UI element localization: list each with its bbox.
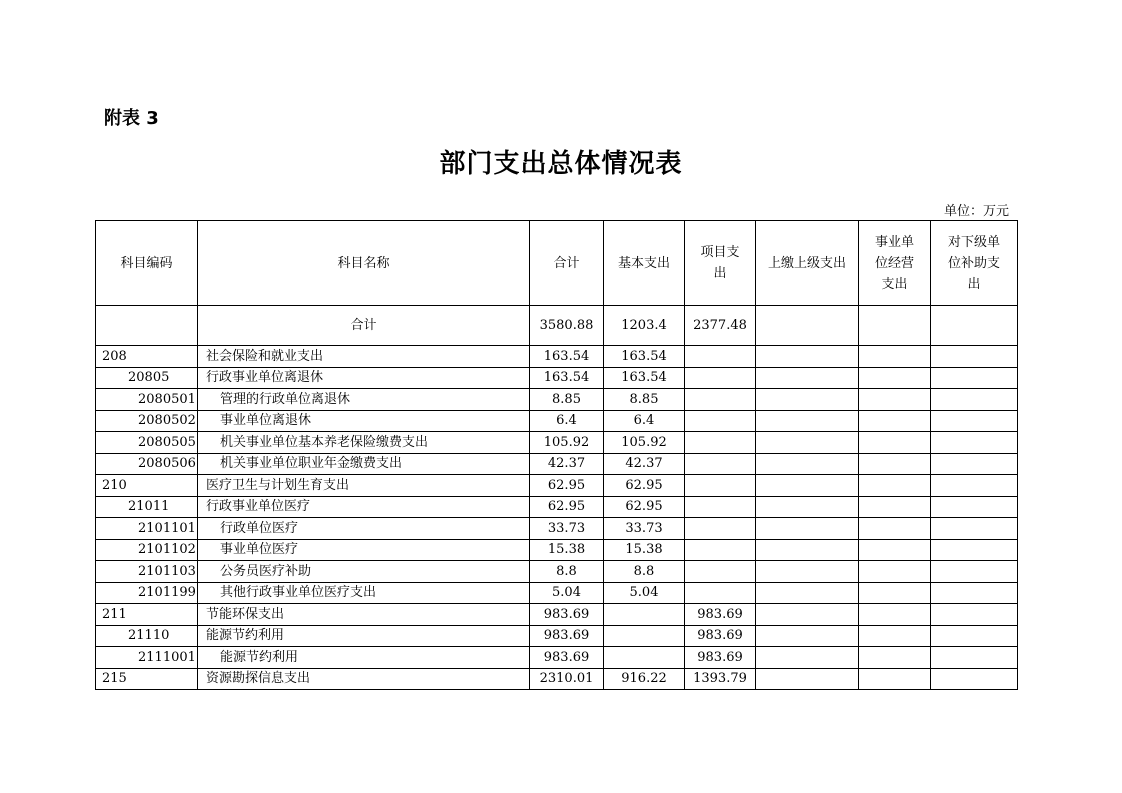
subsidy-cell: [931, 496, 1018, 518]
header-subsidy: 对下级单位补助支出: [931, 221, 1018, 306]
code-cell: 21011: [96, 496, 198, 518]
basic-cell: [604, 604, 685, 626]
name-cell: 公务员医疗补助: [198, 561, 530, 583]
project-cell: [685, 539, 756, 561]
code-cell: 211: [96, 604, 198, 626]
name-cell: 节能环保支出: [198, 604, 530, 626]
upper-cell: [756, 389, 859, 411]
business-cell: [859, 453, 931, 475]
upper-cell: [756, 346, 859, 368]
subsidy-cell: [931, 647, 1018, 669]
header-code: 科目编码: [96, 221, 198, 306]
total-cell: 5.04: [530, 582, 604, 604]
business-cell: [859, 539, 931, 561]
upper-cell: [756, 367, 859, 389]
business-cell: [859, 604, 931, 626]
total-cell: 8.85: [530, 389, 604, 411]
subsidy-cell: [931, 475, 1018, 497]
table-row: [96, 453, 1018, 475]
business-cell: [859, 647, 931, 669]
business-cell: [859, 582, 931, 604]
project-cell: [685, 410, 756, 432]
name-cell: 行政事业单位医疗: [198, 496, 530, 518]
header-basic: 基本支出: [604, 221, 685, 306]
subsidy-cell: [931, 346, 1018, 368]
project-cell: 983.69: [685, 647, 756, 669]
total-cell: 6.4: [530, 410, 604, 432]
name-cell: 事业单位医疗: [198, 539, 530, 561]
table-row: [96, 346, 1018, 368]
header-name: 科目名称: [198, 221, 530, 306]
project-cell: [685, 475, 756, 497]
table-row: [96, 561, 1018, 583]
business-cell: [859, 410, 931, 432]
table-row: [96, 389, 1018, 411]
table-row: [96, 518, 1018, 540]
name-cell: 能源节约利用: [198, 647, 530, 669]
code-cell: 2101199: [96, 582, 198, 604]
basic-cell: 62.95: [604, 496, 685, 518]
total-code-cell: [96, 306, 198, 346]
total-cell: 62.95: [530, 475, 604, 497]
basic-cell: 105.92: [604, 432, 685, 454]
upper-cell: [756, 410, 859, 432]
table-row: [96, 410, 1018, 432]
upper-cell: [756, 582, 859, 604]
project-cell: [685, 496, 756, 518]
table-row: [96, 647, 1018, 669]
total-business-cell: [859, 306, 931, 346]
header-upper: 上缴上级支出: [756, 221, 859, 306]
business-cell: [859, 432, 931, 454]
total-name-cell: 合计: [198, 306, 530, 346]
subsidy-cell: [931, 668, 1018, 690]
total-cell: 62.95: [530, 496, 604, 518]
upper-cell: [756, 647, 859, 669]
subsidy-cell: [931, 518, 1018, 540]
subsidy-cell: [931, 410, 1018, 432]
total-cell: 2310.01: [530, 668, 604, 690]
code-cell: 210: [96, 475, 198, 497]
name-cell: 资源勘探信息支出: [198, 668, 530, 690]
upper-cell: [756, 561, 859, 583]
code-cell: 2101101: [96, 518, 198, 540]
total-total-cell: 3580.88: [530, 306, 604, 346]
project-cell: 1393.79: [685, 668, 756, 690]
code-cell: 2080502: [96, 410, 198, 432]
subsidy-cell: [931, 389, 1018, 411]
total-cell: 983.69: [530, 647, 604, 669]
basic-cell: 62.95: [604, 475, 685, 497]
table-header-row: [96, 221, 1018, 306]
project-cell: [685, 389, 756, 411]
project-cell: [685, 518, 756, 540]
name-cell: 行政单位医疗: [198, 518, 530, 540]
total-cell: 8.8: [530, 561, 604, 583]
subsidy-cell: [931, 453, 1018, 475]
project-cell: [685, 561, 756, 583]
name-cell: 事业单位离退休: [198, 410, 530, 432]
code-cell: 2080505: [96, 432, 198, 454]
upper-cell: [756, 432, 859, 454]
name-cell: 管理的行政单位离退休: [198, 389, 530, 411]
business-cell: [859, 475, 931, 497]
total-cell: 983.69: [530, 604, 604, 626]
business-cell: [859, 367, 931, 389]
project-cell: [685, 582, 756, 604]
project-cell: [685, 346, 756, 368]
table-row: [96, 604, 1018, 626]
business-cell: [859, 346, 931, 368]
project-cell: 983.69: [685, 625, 756, 647]
business-cell: [859, 389, 931, 411]
table-row: [96, 367, 1018, 389]
subsidy-cell: [931, 367, 1018, 389]
total-cell: 105.92: [530, 432, 604, 454]
code-cell: 215: [96, 668, 198, 690]
total-cell: 15.38: [530, 539, 604, 561]
subsidy-cell: [931, 432, 1018, 454]
project-cell: [685, 432, 756, 454]
expenditure-table: [95, 220, 1018, 690]
table-row: [96, 496, 1018, 518]
basic-cell: 8.85: [604, 389, 685, 411]
code-cell: 2080501: [96, 389, 198, 411]
upper-cell: [756, 539, 859, 561]
subsidy-cell: [931, 625, 1018, 647]
subsidy-cell: [931, 582, 1018, 604]
project-cell: 983.69: [685, 604, 756, 626]
code-cell: 2101102: [96, 539, 198, 561]
basic-cell: 15.38: [604, 539, 685, 561]
page-title: 部门支出总体情况表: [439, 149, 683, 179]
total-cell: 163.54: [530, 367, 604, 389]
code-cell: 2101103: [96, 561, 198, 583]
name-cell: 能源节约利用: [198, 625, 530, 647]
total-cell: 983.69: [530, 625, 604, 647]
project-cell: [685, 367, 756, 389]
project-cell: [685, 453, 756, 475]
total-row: [96, 306, 1018, 346]
total-cell: 163.54: [530, 346, 604, 368]
basic-cell: 5.04: [604, 582, 685, 604]
basic-cell: 6.4: [604, 410, 685, 432]
name-cell: 机关事业单位职业年金缴费支出: [198, 453, 530, 475]
subsidy-cell: [931, 561, 1018, 583]
subsidy-cell: [931, 604, 1018, 626]
business-cell: [859, 561, 931, 583]
basic-cell: [604, 647, 685, 669]
basic-cell: 163.54: [604, 346, 685, 368]
unit-label: 单位：万元: [943, 204, 1009, 219]
basic-cell: 33.73: [604, 518, 685, 540]
table-row: [96, 539, 1018, 561]
total-basic-cell: 1203.4: [604, 306, 685, 346]
business-cell: [859, 518, 931, 540]
table-row: [96, 582, 1018, 604]
business-cell: [859, 625, 931, 647]
table-row: [96, 625, 1018, 647]
upper-cell: [756, 668, 859, 690]
basic-cell: 163.54: [604, 367, 685, 389]
total-project-cell: 2377.48: [685, 306, 756, 346]
upper-cell: [756, 496, 859, 518]
upper-cell: [756, 453, 859, 475]
upper-cell: [756, 475, 859, 497]
subsidy-cell: [931, 539, 1018, 561]
name-cell: 其他行政事业单位医疗支出: [198, 582, 530, 604]
basic-cell: 42.37: [604, 453, 685, 475]
header-total: 合计: [530, 221, 604, 306]
name-cell: 医疗卫生与计划生育支出: [198, 475, 530, 497]
code-cell: 2080506: [96, 453, 198, 475]
code-cell: 208: [96, 346, 198, 368]
business-cell: [859, 496, 931, 518]
code-cell: 2111001: [96, 647, 198, 669]
total-cell: 42.37: [530, 453, 604, 475]
business-cell: [859, 668, 931, 690]
name-cell: 机关事业单位基本养老保险缴费支出: [198, 432, 530, 454]
table-row: [96, 475, 1018, 497]
upper-cell: [756, 625, 859, 647]
code-cell: 20805: [96, 367, 198, 389]
table-row: [96, 668, 1018, 690]
name-cell: 行政事业单位离退休: [198, 367, 530, 389]
total-subsidy-cell: [931, 306, 1018, 346]
total-cell: 33.73: [530, 518, 604, 540]
header-project: 项目支出: [685, 221, 756, 306]
table-row: [96, 432, 1018, 454]
basic-cell: 916.22: [604, 668, 685, 690]
basic-cell: 8.8: [604, 561, 685, 583]
upper-cell: [756, 518, 859, 540]
basic-cell: [604, 625, 685, 647]
header-business: 事业单位经营支出: [859, 221, 931, 306]
upper-cell: [756, 604, 859, 626]
appendix-label: 附表 3: [104, 108, 159, 129]
code-cell: 21110: [96, 625, 198, 647]
name-cell: 社会保险和就业支出: [198, 346, 530, 368]
total-upper-cell: [756, 306, 859, 346]
